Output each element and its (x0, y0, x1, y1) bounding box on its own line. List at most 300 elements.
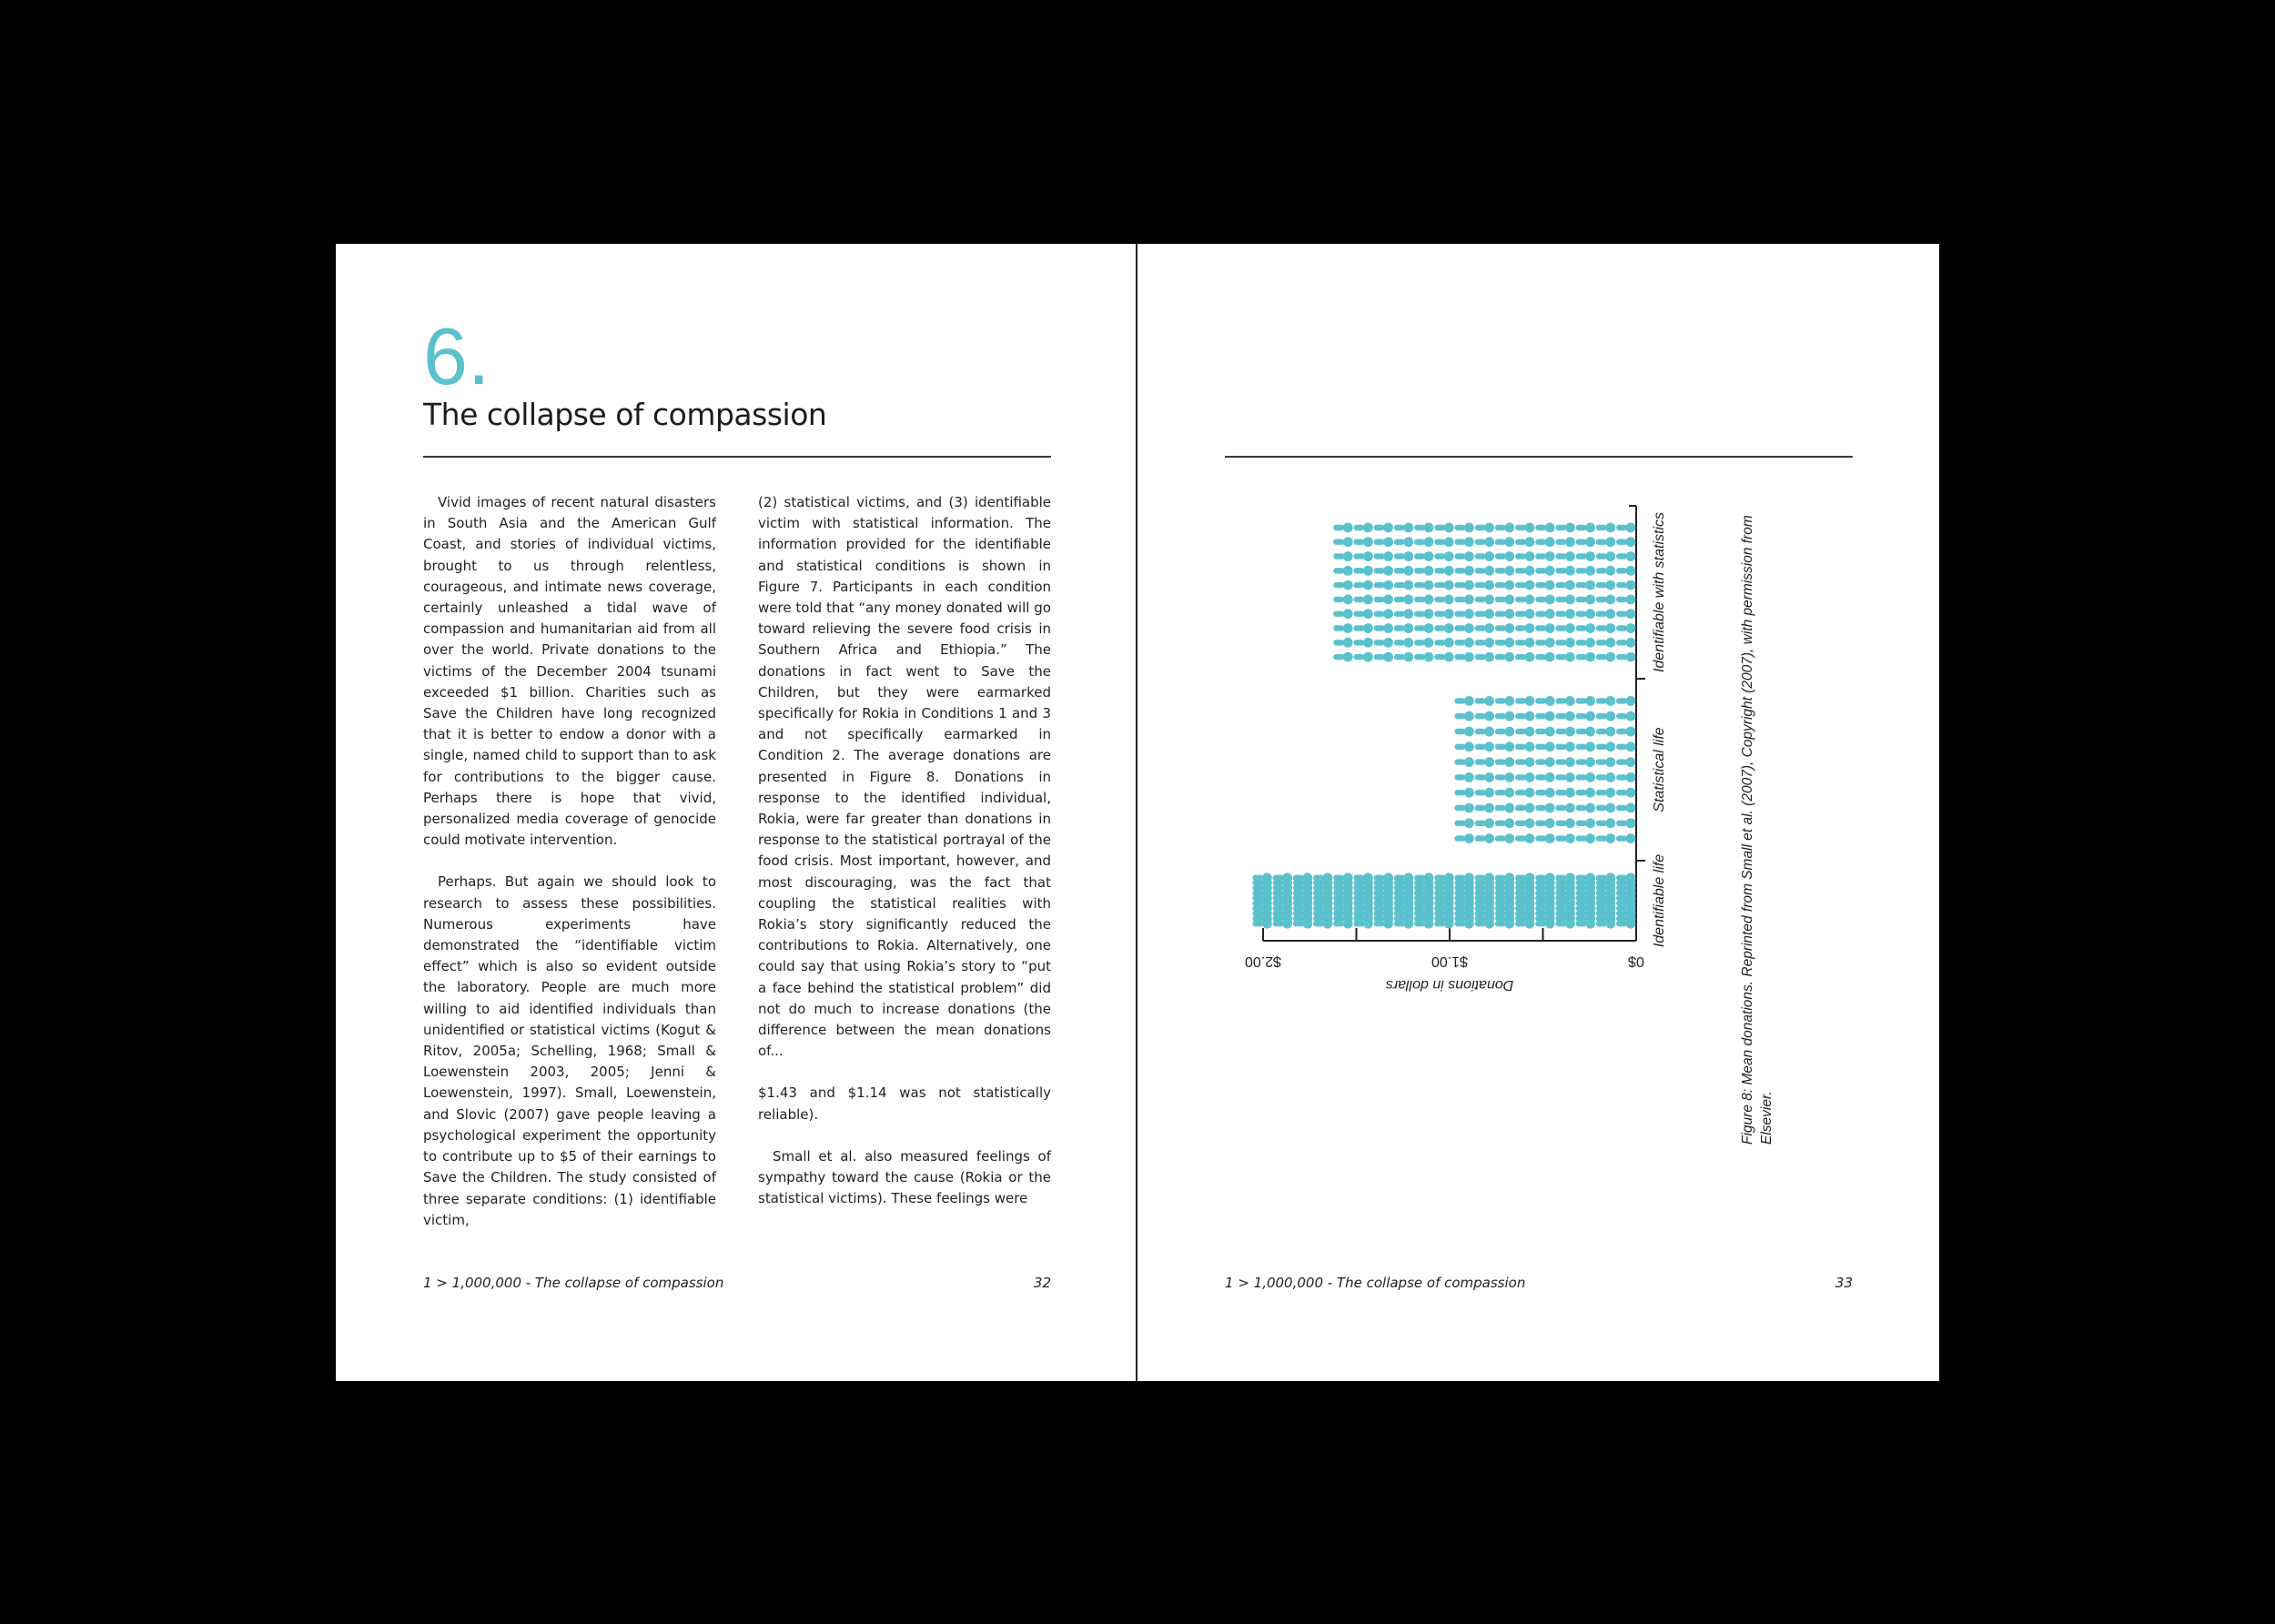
pictogram-body (1313, 890, 1324, 895)
pictogram-body (1394, 525, 1405, 530)
pictogram-head (1424, 638, 1434, 648)
pictogram-head (1464, 638, 1474, 648)
pictogram-head (1403, 652, 1413, 662)
pictogram-body (1333, 525, 1344, 530)
pictogram-head (1545, 595, 1555, 605)
pictogram-head (1464, 818, 1474, 828)
pictogram-body (1434, 654, 1445, 660)
pictogram-body (1495, 698, 1506, 703)
pictogram-head (1363, 551, 1373, 561)
header-divider (1225, 456, 1853, 458)
pictogram-body (1414, 880, 1425, 885)
pictogram-body (1454, 915, 1465, 921)
pictogram-head (1626, 623, 1636, 633)
pictogram-body (1495, 915, 1506, 921)
pictogram-body (1616, 901, 1627, 906)
pictogram-body (1394, 921, 1405, 926)
pictogram-head (1403, 566, 1413, 576)
pictogram-body (1434, 885, 1445, 891)
pictogram-head (1504, 609, 1514, 619)
pictogram-body (1273, 905, 1284, 911)
pictogram-head (1403, 595, 1413, 605)
pictogram-head (1565, 595, 1575, 605)
pictogram-body (1374, 885, 1385, 891)
pictogram-body (1555, 553, 1566, 559)
pictogram-body (1495, 625, 1506, 630)
pictogram-body (1414, 640, 1425, 645)
pictogram-body (1394, 880, 1405, 885)
pictogram-head (1343, 638, 1353, 648)
pictogram-head (1565, 919, 1575, 929)
pictogram-body (1576, 880, 1587, 885)
pictogram-head (1545, 757, 1555, 767)
pictogram-head (1626, 595, 1636, 605)
pictogram-body (1374, 895, 1385, 901)
pictogram-body (1353, 875, 1364, 881)
pictogram-body (1495, 921, 1506, 926)
pictogram-body (1596, 805, 1607, 811)
pictogram-body (1555, 805, 1566, 811)
pictogram-head (1565, 741, 1575, 751)
pictogram-body (1434, 568, 1445, 573)
pictogram-body (1394, 582, 1405, 588)
pictogram-head (1585, 609, 1595, 619)
pictogram-head (1343, 919, 1353, 929)
pictogram-body (1414, 553, 1425, 559)
pictogram-head (1383, 623, 1393, 633)
pictogram-head (1403, 580, 1413, 590)
pictogram-head (1605, 772, 1615, 782)
pictogram-head (1464, 580, 1474, 590)
pictogram-head (1545, 652, 1555, 662)
pictogram-body (1555, 901, 1566, 906)
pictogram-body (1394, 915, 1405, 921)
pictogram-body (1353, 895, 1364, 901)
pictogram-head (1484, 741, 1494, 751)
pictogram-body (1515, 611, 1526, 617)
pictogram-body (1576, 875, 1587, 881)
running-footer: 1 > 1,000,000 - The collapse of compassion (1225, 1275, 1526, 1291)
pictogram-body (1515, 895, 1526, 901)
pictogram-head (1585, 833, 1595, 843)
pictogram-head (1565, 566, 1575, 576)
pictogram-head (1464, 652, 1474, 662)
pictogram-body (1616, 821, 1627, 826)
pictogram-head (1343, 652, 1353, 662)
pictogram-body (1333, 895, 1344, 901)
pictogram-head (1343, 551, 1353, 561)
pictogram-head (1464, 919, 1474, 929)
pictogram-body (1555, 821, 1566, 826)
pictogram-body (1293, 895, 1304, 901)
pictogram-head (1504, 623, 1514, 633)
pictogram-body (1313, 875, 1324, 881)
pictogram-body (1596, 525, 1607, 530)
pictogram-body (1576, 582, 1587, 588)
pictogram-body (1515, 640, 1526, 645)
pictogram-body (1454, 625, 1465, 630)
pictogram-head (1605, 818, 1615, 828)
pictogram-body (1576, 553, 1587, 559)
pictogram-body (1475, 640, 1486, 645)
pictogram-body (1414, 911, 1425, 916)
pictogram-head (1626, 537, 1636, 547)
pictogram-body (1515, 915, 1526, 921)
pictogram-body (1495, 597, 1506, 602)
pictogram-body (1394, 568, 1405, 573)
pictogram-head (1484, 551, 1494, 561)
pictogram-body (1252, 885, 1263, 891)
pictogram-body (1434, 640, 1445, 645)
pictogram-head (1585, 757, 1595, 767)
pictogram-head (1403, 638, 1413, 648)
pictogram-body (1454, 911, 1465, 916)
pictogram-body (1515, 805, 1526, 811)
pictogram-body (1616, 921, 1627, 926)
pictogram-head (1565, 609, 1575, 619)
pictogram-body (1475, 835, 1486, 841)
pictogram-body (1495, 901, 1506, 906)
pictogram-body (1454, 540, 1465, 545)
pictogram-body (1293, 901, 1304, 906)
pictogram-head (1545, 833, 1555, 843)
pictogram-head (1343, 609, 1353, 619)
pictogram-body (1555, 568, 1566, 573)
pictogram-body (1454, 790, 1465, 795)
pictogram-head (1626, 652, 1636, 662)
pictogram-body (1515, 759, 1526, 764)
pictogram-head (1605, 638, 1615, 648)
pictogram-head (1545, 818, 1555, 828)
pictogram-body (1535, 790, 1546, 795)
pictogram-head (1363, 623, 1373, 633)
figure-caption: Figure 8: Mean donations. Reprinted from Small et al. (2007), Copyright (2007), with permission from Elsevier. (1740, 515, 1774, 1145)
pictogram-head (1343, 537, 1353, 547)
pictogram-body (1273, 901, 1284, 906)
pictogram-body (1475, 540, 1486, 545)
pictogram-head (1504, 741, 1514, 751)
pictogram-body (1333, 885, 1344, 891)
pictogram-head (1565, 833, 1575, 843)
pictogram-body (1394, 654, 1405, 660)
pictogram-body (1414, 901, 1425, 906)
pictogram-body (1616, 774, 1627, 780)
pictogram-head (1585, 741, 1595, 751)
pictogram-body (1394, 890, 1405, 895)
pictogram-body (1353, 553, 1364, 559)
pictogram-body (1495, 880, 1506, 885)
pictogram-body (1515, 885, 1526, 891)
pictogram-head (1504, 696, 1514, 706)
pictogram-body (1576, 905, 1587, 911)
pictogram-body (1535, 568, 1546, 573)
pictogram-body (1434, 911, 1445, 916)
chapter-title: The collapse of compassion (423, 397, 827, 432)
pictogram-head (1464, 803, 1474, 813)
pictogram-head (1626, 818, 1636, 828)
pictogram-body (1515, 905, 1526, 911)
pictogram-head (1585, 580, 1595, 590)
pictogram-head (1302, 919, 1312, 929)
pictogram-body (1596, 915, 1607, 921)
pictogram-body (1293, 921, 1304, 926)
pictogram-body (1596, 713, 1607, 719)
pictogram-body (1293, 885, 1304, 891)
left-page (336, 244, 1136, 1381)
pictogram-body (1414, 525, 1425, 530)
pictogram-head (1403, 537, 1413, 547)
pictogram-body (1454, 759, 1465, 764)
pictogram-head (1565, 523, 1575, 533)
pictogram-body (1454, 905, 1465, 911)
pictogram-body (1414, 895, 1425, 901)
pictogram-body (1616, 905, 1627, 911)
paragraph: Small et al. also measured feelings of sympathy toward the cause (Rokia or the statistical victims). These feelings were (758, 1147, 1051, 1207)
pictogram-body (1475, 901, 1486, 906)
pictogram-head (1605, 803, 1615, 813)
pictogram-body (1616, 875, 1627, 881)
pictogram-head (1424, 595, 1434, 605)
pictogram-body (1576, 625, 1587, 630)
pictogram-head (1605, 711, 1615, 721)
pictogram-head (1383, 652, 1393, 662)
pictogram-body (1596, 553, 1607, 559)
pictogram-head (1464, 523, 1474, 533)
pictogram-body (1616, 911, 1627, 916)
pictogram-head (1383, 609, 1393, 619)
pictogram-body (1454, 875, 1465, 881)
pictogram-body (1414, 921, 1425, 926)
pictogram-body (1555, 911, 1566, 916)
pictogram-head (1424, 609, 1434, 619)
pictogram-body (1454, 525, 1465, 530)
pictogram-head (1363, 652, 1373, 662)
pictogram-body (1414, 611, 1425, 617)
pictogram-head (1504, 580, 1514, 590)
pictogram-head (1565, 772, 1575, 782)
pictogram-body (1454, 553, 1465, 559)
pictogram-body (1252, 901, 1263, 906)
pictogram-head (1545, 803, 1555, 813)
pictogram-head (1626, 566, 1636, 576)
pictogram-head (1605, 757, 1615, 767)
pictogram-body (1454, 744, 1465, 750)
pictogram-body (1515, 821, 1526, 826)
pictogram-body (1576, 915, 1587, 921)
pictogram-body (1434, 625, 1445, 630)
pictogram-head (1363, 580, 1373, 590)
pictogram-head (1626, 696, 1636, 706)
pictogram-head (1403, 523, 1413, 533)
pictogram-body (1454, 597, 1465, 602)
bar-1 (1454, 696, 1635, 843)
pictogram-body (1555, 540, 1566, 545)
pictogram-head (1343, 523, 1353, 533)
pictogram-body (1596, 885, 1607, 891)
pictogram-body (1374, 640, 1385, 645)
pictogram-head (1525, 772, 1535, 782)
pictogram-body (1414, 890, 1425, 895)
pictogram-head (1464, 741, 1474, 751)
pictogram-body (1434, 901, 1445, 906)
pictogram-body (1495, 911, 1506, 916)
pictogram-body (1475, 885, 1486, 891)
pictogram-head (1504, 919, 1514, 929)
pictogram-body (1333, 568, 1344, 573)
pictogram-head (1444, 609, 1454, 619)
pictogram-body (1454, 880, 1465, 885)
pictogram-body (1313, 905, 1324, 911)
paragraph: $1.43 and $1.14 was not statistically reliable). (758, 1084, 1051, 1123)
pictogram-body (1475, 744, 1486, 750)
pictogram-head (1626, 833, 1636, 843)
pictogram-body (1555, 525, 1566, 530)
pictogram-body (1576, 911, 1587, 916)
pictogram-body (1576, 640, 1587, 645)
pictogram-body (1596, 774, 1607, 780)
pictogram-body (1333, 553, 1344, 559)
pictogram-body (1495, 654, 1506, 660)
pictogram-head (1504, 727, 1514, 737)
pictogram-body (1475, 568, 1486, 573)
pictogram-head (1565, 638, 1575, 648)
pictogram-head (1525, 609, 1535, 619)
pictogram-head (1585, 623, 1595, 633)
pictogram-head (1605, 595, 1615, 605)
pictogram-body (1535, 698, 1546, 703)
pictogram-body (1576, 885, 1587, 891)
pictogram-head (1504, 638, 1514, 648)
pictogram-head (1525, 696, 1535, 706)
pictogram-body (1475, 880, 1486, 885)
pictogram-body (1333, 540, 1344, 545)
pictogram-head (1605, 523, 1615, 533)
pictogram-head (1484, 652, 1494, 662)
pictogram-body (1454, 582, 1465, 588)
pictogram-body (1535, 890, 1546, 895)
pictogram-head (1605, 609, 1615, 619)
pictogram-head (1504, 833, 1514, 843)
pictogram-body (1616, 890, 1627, 895)
pictogram-body (1374, 901, 1385, 906)
tick-label: $1.00 (1431, 953, 1469, 969)
pictogram-head (1262, 919, 1272, 929)
pictogram-body (1596, 597, 1607, 602)
pictogram-body (1374, 654, 1385, 660)
pictogram-head (1545, 727, 1555, 737)
pictogram-body (1596, 759, 1607, 764)
pictogram-body (1596, 654, 1607, 660)
page-number: 33 (1835, 1275, 1853, 1291)
pictogram-head (1585, 551, 1595, 561)
pictogram-head (1545, 741, 1555, 751)
pictogram-head (1424, 523, 1434, 533)
pictogram-head (1484, 788, 1494, 798)
pictogram-body (1313, 895, 1324, 901)
pictogram-body (1252, 890, 1263, 895)
pictogram-body (1475, 895, 1486, 901)
pictogram-body (1596, 901, 1607, 906)
pictogram-head (1484, 580, 1494, 590)
pictogram-head (1626, 741, 1636, 751)
pictogram-body (1414, 905, 1425, 911)
pictogram-body (1535, 525, 1546, 530)
pictogram-body (1596, 640, 1607, 645)
pictogram-body (1434, 582, 1445, 588)
pictogram-body (1454, 774, 1465, 780)
pictogram-body (1515, 553, 1526, 559)
pictogram-body (1353, 625, 1364, 630)
pictogram-head (1545, 537, 1555, 547)
pictogram-head (1565, 818, 1575, 828)
pictogram-body (1596, 835, 1607, 841)
pictogram-body (1374, 875, 1385, 881)
pictogram-body (1495, 729, 1506, 734)
pictogram-body (1576, 744, 1587, 750)
pictogram-head (1464, 623, 1474, 633)
pictogram-head (1363, 609, 1373, 619)
pictogram-head (1585, 818, 1595, 828)
pictogram-body (1252, 880, 1263, 885)
pictogram-body (1252, 895, 1263, 901)
pictogram-body (1495, 744, 1506, 750)
pictogram-head (1484, 623, 1494, 633)
pictogram-body (1555, 597, 1566, 602)
pictogram-head (1605, 652, 1615, 662)
pictogram-body (1616, 540, 1627, 545)
pictogram-head (1585, 919, 1595, 929)
pictogram-body (1555, 654, 1566, 660)
pictogram-head (1585, 566, 1595, 576)
pictogram-head (1565, 727, 1575, 737)
pictogram-body (1454, 568, 1465, 573)
pictogram-head (1525, 711, 1535, 721)
pictogram-head (1525, 623, 1535, 633)
pictogram-body (1333, 905, 1344, 911)
pictogram-head (1605, 919, 1615, 929)
pictogram-body (1515, 540, 1526, 545)
pictogram-body (1353, 905, 1364, 911)
category-label: Statistical life (1652, 727, 1667, 812)
pictogram-head (1282, 919, 1292, 929)
pictogram-body (1252, 905, 1263, 911)
pictogram-body (1313, 921, 1324, 926)
pictogram-body (1434, 921, 1445, 926)
pictogram-body (1475, 582, 1486, 588)
pictogram-head (1504, 772, 1514, 782)
pictogram-body (1576, 759, 1587, 764)
pictogram-head (1605, 623, 1615, 633)
pictogram-body (1273, 885, 1284, 891)
pictogram-body (1596, 611, 1607, 617)
pictogram-head (1444, 919, 1454, 929)
pictogram-body (1293, 890, 1304, 895)
pictogram-head (1444, 523, 1454, 533)
category-label: Identifiable with statistics (1652, 511, 1667, 673)
pictogram-body (1353, 654, 1364, 660)
pictogram-body (1374, 921, 1385, 926)
title-divider (423, 456, 1051, 458)
pictogram-body (1616, 729, 1627, 734)
pictogram-head (1464, 696, 1474, 706)
pictogram-head (1585, 696, 1595, 706)
pictogram-head (1585, 523, 1595, 533)
pictogram-body (1475, 553, 1486, 559)
pictogram-body (1454, 611, 1465, 617)
pictogram-head (1484, 566, 1494, 576)
axis-title: Donations in dollars (1385, 977, 1514, 993)
pictogram-body (1616, 553, 1627, 559)
